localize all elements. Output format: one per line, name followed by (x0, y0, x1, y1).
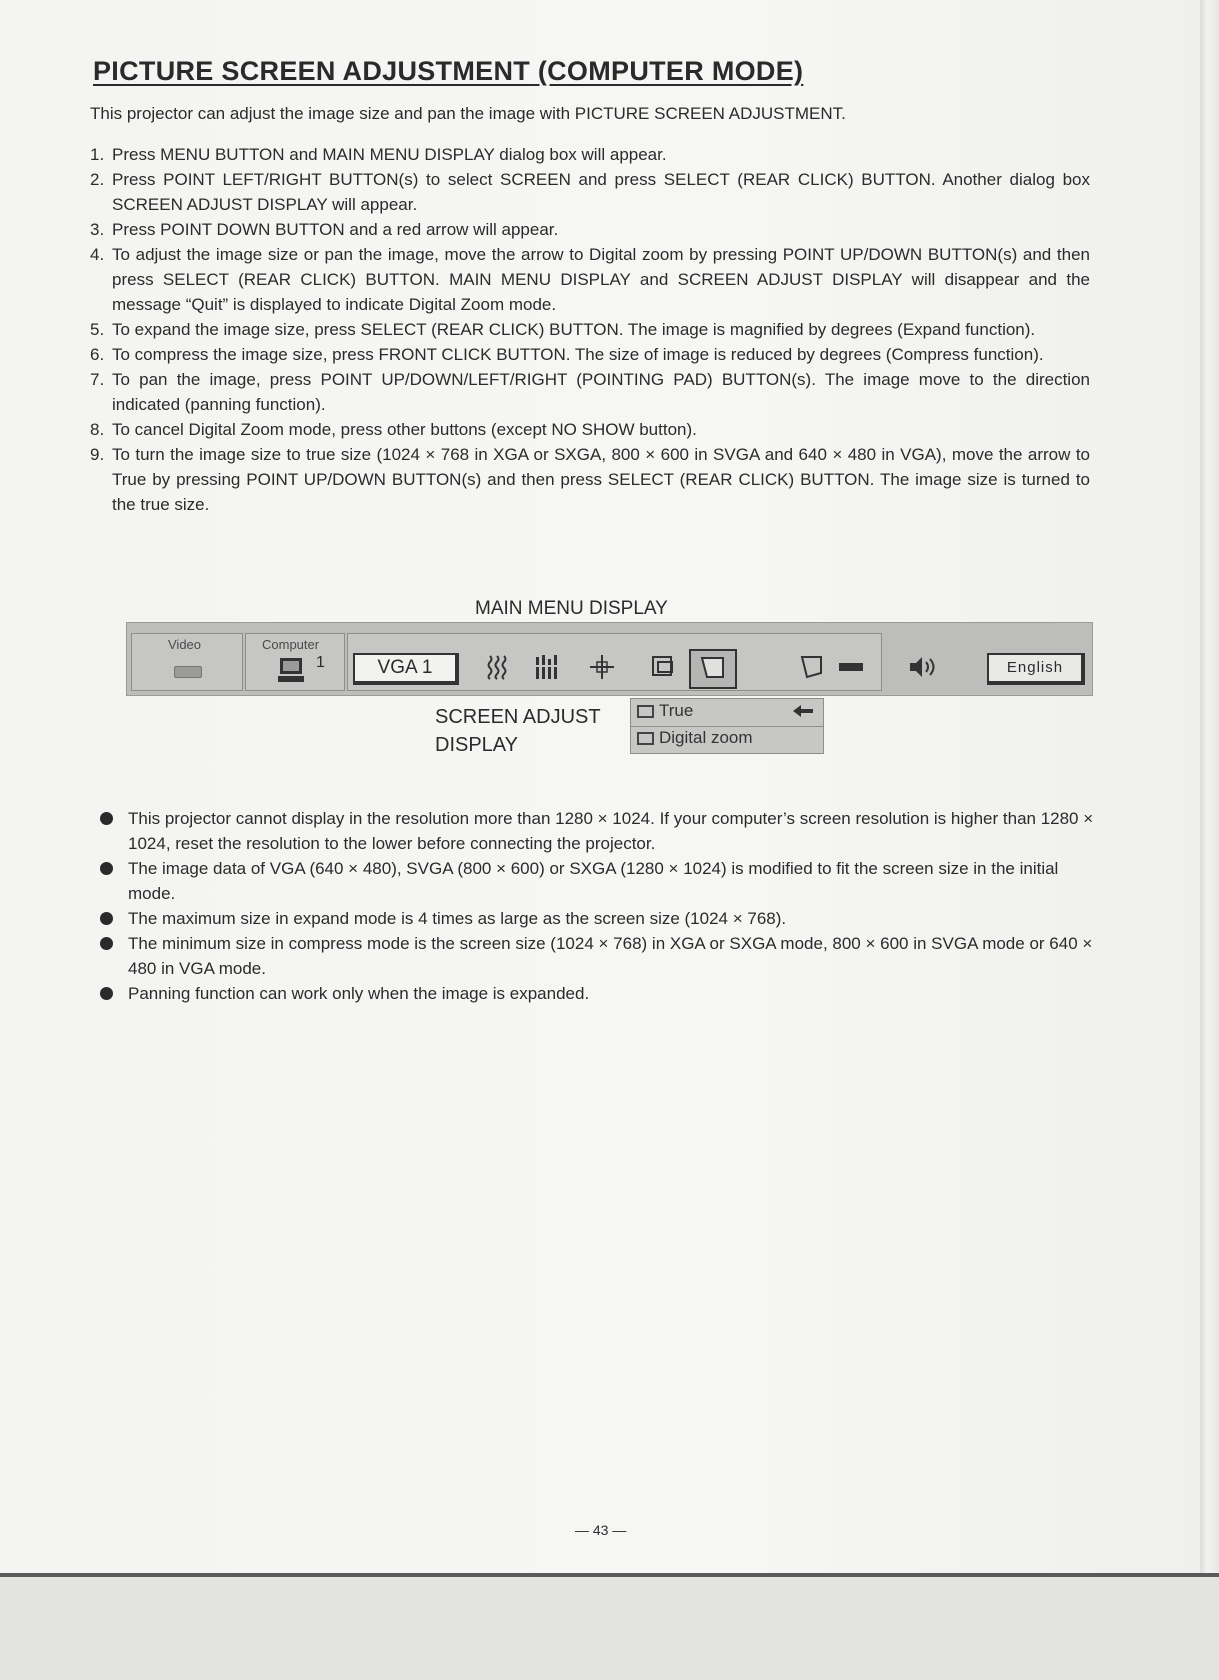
projector-icon[interactable] (837, 661, 867, 675)
digital-zoom-option[interactable] (637, 728, 753, 748)
screen-adjust-caption-line2: DISPLAY (435, 734, 518, 756)
note-item: This projector cannot display in the resolution more than 1280 × 1024. If your computer’s screen resolution is higher than 1280 × 1024, reset the resolution to the lower before connecting the projector. (98, 806, 1098, 856)
step-text: To expand the image size, press SELECT (REAR CLICK) BUTTON. The image is magnified by degrees (Expand function). (112, 320, 1036, 339)
step-item (90, 342, 1090, 367)
bars-adjust-icon[interactable] (533, 653, 563, 681)
computer-label: Computer (262, 637, 320, 652)
digital-zoom-option-label: Digital zoom (659, 728, 753, 747)
step-number: 7. (90, 370, 105, 389)
notes-list (98, 806, 1098, 1006)
wave-adjust-icon[interactable] (485, 653, 511, 681)
step-number: 6. (90, 345, 105, 364)
step-number: 9. (90, 445, 105, 464)
step-text: To pan the image, press POINT UP/DOWN/LEFT/RIGHT (POINTING PAD) BUTTON(s). The image move to the direction indicated (panning function). (112, 370, 1090, 414)
step-item (90, 242, 1090, 317)
computer-menu-item[interactable] (245, 633, 345, 691)
step-item (90, 367, 1090, 417)
background-below-page (0, 1577, 1219, 1680)
digital-zoom-icon (637, 732, 654, 745)
step-text: Press POINT DOWN BUTTON and a red arrow will appear. (112, 220, 559, 239)
keystone-icon[interactable] (799, 653, 829, 681)
step-item (90, 142, 1090, 167)
volume-icon[interactable] (907, 653, 941, 681)
steps-list (90, 142, 1090, 517)
source-select[interactable]: VGA 1 (353, 653, 459, 685)
computer-number: 1 (316, 654, 325, 671)
main-menu-bar (126, 622, 1093, 696)
true-option-label: True (659, 701, 694, 720)
intro-text: This projector can adjust the image size and pan the image with PICTURE SCREEN ADJUSTMENT. (90, 104, 846, 123)
step-number: 5. (90, 320, 105, 339)
screen-icon (699, 655, 727, 681)
screen-adjust-caption (435, 703, 601, 759)
step-number: 3. (90, 220, 105, 239)
computer-icon (276, 656, 306, 684)
step-item (90, 417, 1090, 442)
main-menu-caption: MAIN MENU DISPLAY (475, 598, 668, 619)
page-edge (1200, 0, 1219, 1575)
screen-adjust-menu (630, 698, 824, 754)
step-text: To adjust the image size or pan the image, move the arrow to Digital zoom by pressing POINT UP/DOWN BUTTON(s) and then press SELECT (REAR CLICK) BUTTON. MAIN MENU DISPLAY and SCREEN ADJUST DISPLAY will disappear and the message “Quit” is displayed to indicate Digital Zoom mode. (112, 245, 1090, 314)
screen-adjust-caption-line1: SCREEN ADJUST (435, 706, 601, 728)
true-size-icon (637, 705, 654, 718)
note-item: The image data of VGA (640 × 480), SVGA (800 × 600) or SXGA (1280 × 1024) is modified to fit the screen size in the initial mode. (98, 856, 1098, 906)
step-text: Press MENU BUTTON and MAIN MENU DISPLAY dialog box will appear. (112, 145, 667, 164)
note-item: Panning function can work only when the image is expanded. (98, 981, 1098, 1006)
page-title: PICTURE SCREEN ADJUSTMENT (COMPUTER MODE) (93, 56, 804, 86)
language-select[interactable]: English (987, 653, 1085, 685)
step-text: To compress the image size, press FRONT CLICK BUTTON. The size of image is reduced by degrees (Compress function). (112, 345, 1044, 364)
step-text: To turn the image size to true size (1024 × 768 in XGA or SXGA, 800 × 600 in SVGA and 640 × 480 in VGA), move the arrow to True by pressing POINT UP/DOWN BUTTON(s) and then press SELECT (REAR CLICK) BUTTON. The image size is turned to the true size. (112, 445, 1090, 514)
page-number: — 43 — (575, 1522, 627, 1538)
video-menu-item[interactable] (131, 633, 243, 691)
video-label: Video (168, 637, 202, 652)
menu-divider (631, 726, 823, 727)
step-text: To cancel Digital Zoom mode, press other buttons (except NO SHOW button). (112, 420, 697, 439)
step-text: Press POINT LEFT/RIGHT BUTTON(s) to select SCREEN and press SELECT (REAR CLICK) BUTTON. Another dialog box SCREEN ADJUST DISPLAY will appear. (112, 170, 1090, 214)
true-option[interactable] (637, 701, 693, 721)
step-number: 4. (90, 245, 105, 264)
image-select-icon[interactable] (649, 653, 679, 681)
note-item: The maximum size in expand mode is 4 times as large as the screen size (1024 × 768). (98, 906, 1098, 931)
step-number: 8. (90, 420, 105, 439)
step-number: 1. (90, 145, 105, 164)
step-item (90, 442, 1090, 517)
step-item (90, 217, 1090, 242)
position-adjust-icon[interactable] (587, 653, 617, 681)
note-item: The minimum size in compress mode is the screen size (1024 × 768) in XGA or SXGA mode, 800 × 600 in SVGA mode or 640 × 480 in VGA mode. (98, 931, 1098, 981)
step-item (90, 317, 1090, 342)
step-number: 2. (90, 170, 105, 189)
selection-arrow-icon (791, 703, 815, 719)
step-item (90, 167, 1090, 217)
video-icon (174, 666, 202, 678)
screen-menu-item[interactable] (689, 649, 737, 689)
